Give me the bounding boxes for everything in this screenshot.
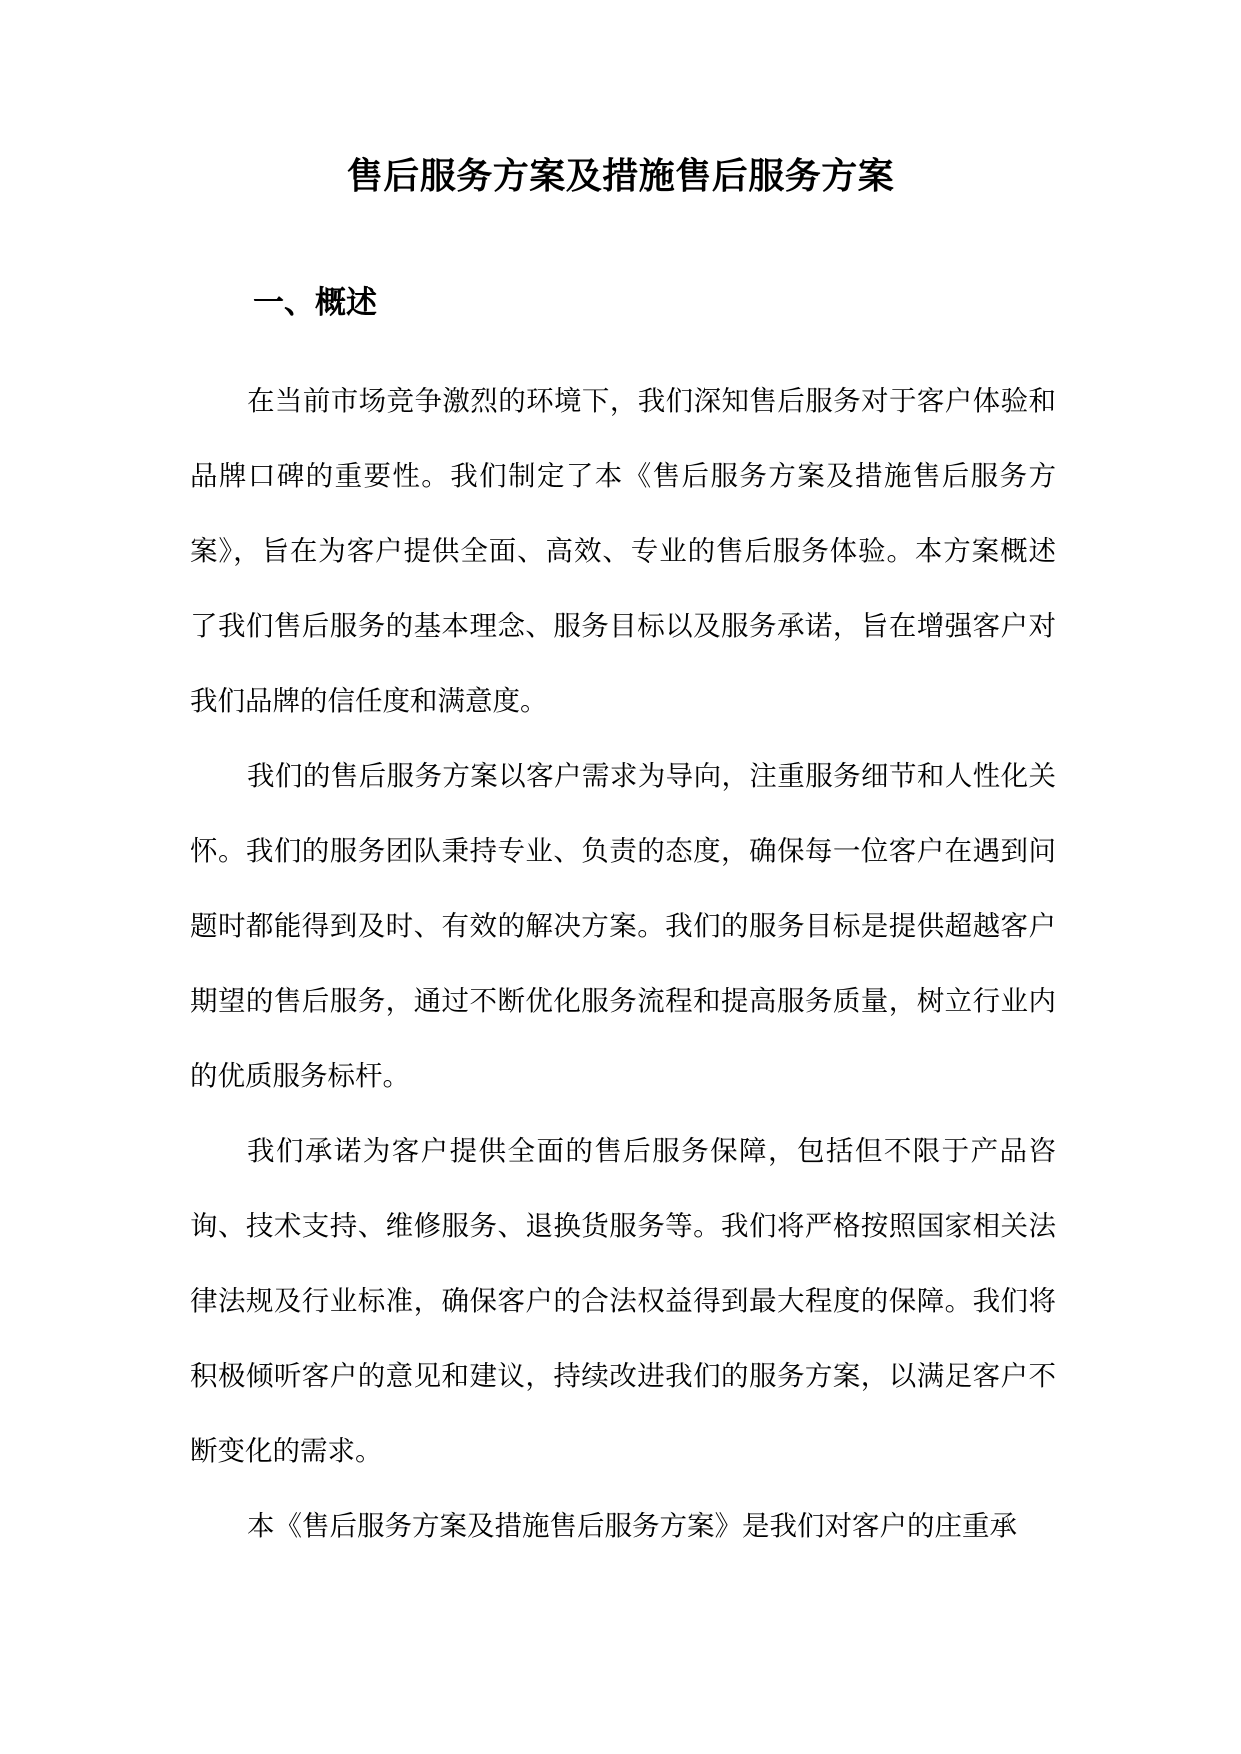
section-body bbox=[190, 364, 1056, 1564]
paragraph: 我们承诺为客户提供全面的售后服务保障，包括但不限于产品咨询、技术支持、维修服务、退换货服务等。我们将严格按照国家相关法律法规及行业标准，确保客户的合法权益得到最大程度的保障。我们将积极倾听客户的意见和建议，持续改进我们的服务方案，以满足客户不断变化的需求。 bbox=[190, 1135, 1056, 1467]
paragraph: 本《售后服务方案及措施售后服务方案》是我们对客户的庄重承 bbox=[247, 1510, 1017, 1542]
paragraph: 我们的售后服务方案以客户需求为导向，注重服务细节和人性化关怀。我们的服务团队秉持专业、负责的态度，确保每一位客户在遇到问题时都能得到及时、有效的解决方案。我们的服务目标是提供超越客户期望的售后服务，通过不断优化服务流程和提高服务质量，树立行业内的优质服务标杆。 bbox=[190, 760, 1056, 1092]
document-title: 售后服务方案及措施售后服务方案 bbox=[346, 155, 895, 197]
paragraph: 在当前市场竞争激烈的环境下，我们深知售后服务对于客户体验和品牌口碑的重要性。我们制定了本《售后服务方案及措施售后服务方案》，旨在为客户提供全面、高效、专业的售后服务体验。本方案概述了我们售后服务的基本理念、服务目标以及服务承诺，旨在增强客户对我们品牌的信任度和满意度。 bbox=[190, 385, 1056, 717]
section-heading-overview: 一、概述 bbox=[253, 285, 377, 321]
